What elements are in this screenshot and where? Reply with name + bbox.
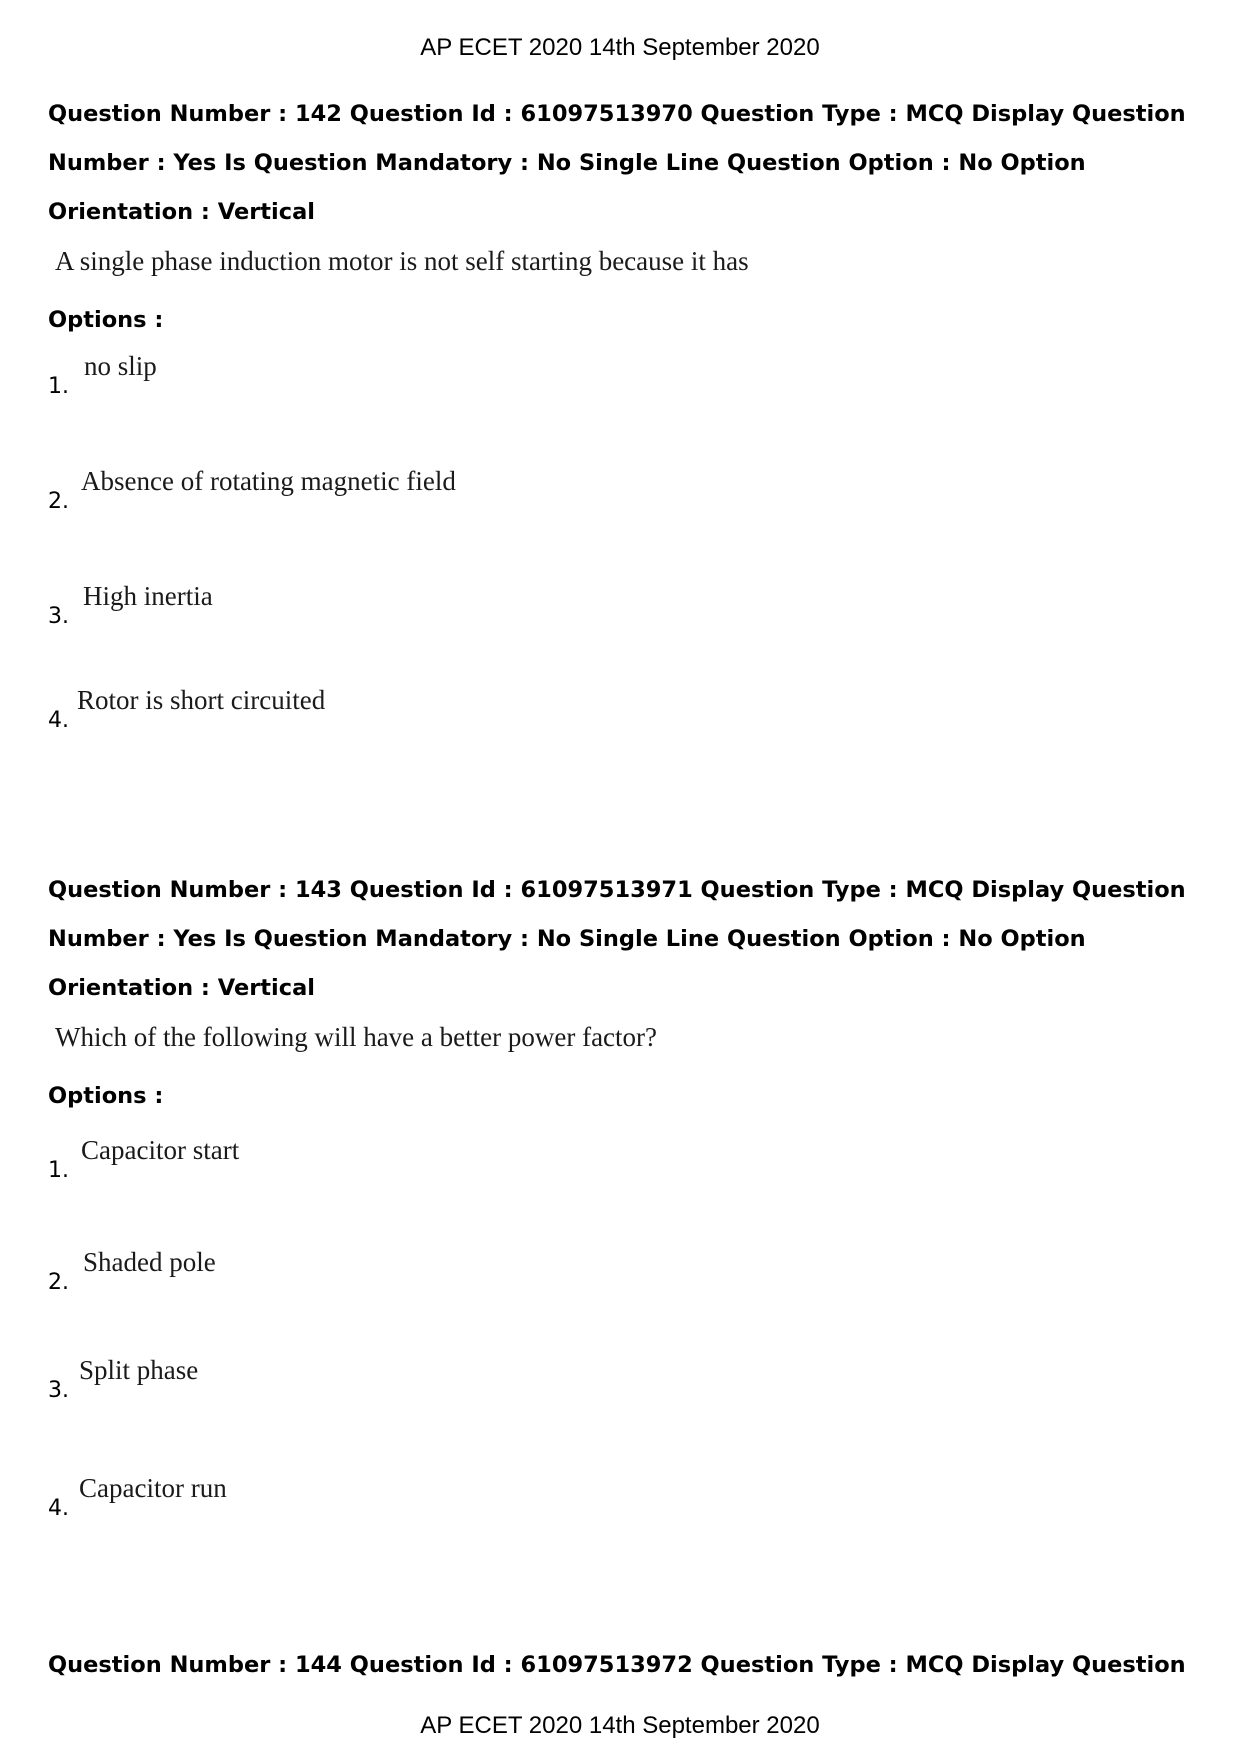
option-4[interactable] — [48, 1472, 1048, 1522]
option-3[interactable] — [48, 580, 1048, 630]
option-number: 3. — [48, 604, 69, 629]
option-text: Capacitor run — [79, 1473, 227, 1503]
options-label: Options : — [48, 1083, 164, 1109]
option-1[interactable] — [48, 350, 1048, 400]
question-meta: Question Number : 143 Question Id : 61097513971 Question Type : MCQ Display Question Number : Yes Is Question Mandatory : No Single Line Question Option : No Option Orientation : Vertical — [48, 877, 1186, 1001]
option-4[interactable] — [48, 684, 1048, 734]
option-number: 2. — [48, 489, 69, 514]
option-number: 1. — [48, 1158, 69, 1183]
option-text: Rotor is short circuited — [77, 685, 326, 715]
option-number: 4. — [48, 708, 69, 733]
option-text: Shaded pole — [83, 1247, 216, 1277]
question-meta: Question Number : 144 Question Id : 61097513972 Question Type : MCQ Display Question — [48, 1652, 1186, 1678]
option-text: Absence of rotating magnetic field — [81, 466, 456, 496]
page-footer: AP ECET 2020 14th September 2020 — [420, 1712, 820, 1739]
option-3[interactable] — [48, 1354, 1048, 1404]
option-2[interactable] — [48, 465, 1048, 515]
option-text: Capacitor start — [81, 1135, 240, 1165]
question-text: A single phase induction motor is not self starting because it has — [55, 246, 749, 276]
option-text: High inertia — [83, 581, 213, 611]
option-number: 4. — [48, 1496, 69, 1521]
option-text: Split phase — [79, 1355, 199, 1385]
option-number: 1. — [48, 374, 69, 399]
option-text: no slip — [84, 351, 157, 381]
option-number: 2. — [48, 1270, 69, 1295]
page-header: AP ECET 2020 14th September 2020 — [420, 34, 820, 61]
option-number: 3. — [48, 1378, 69, 1403]
question-text: Which of the following will have a better power factor? — [55, 1022, 658, 1052]
option-1[interactable] — [48, 1134, 1048, 1184]
option-2[interactable] — [48, 1246, 1048, 1296]
question-meta: Question Number : 142 Question Id : 61097513970 Question Type : MCQ Display Question Number : Yes Is Question Mandatory : No Single Line Question Option : No Option Orientation : Vertical — [48, 101, 1186, 225]
options-label: Options : — [48, 307, 164, 333]
